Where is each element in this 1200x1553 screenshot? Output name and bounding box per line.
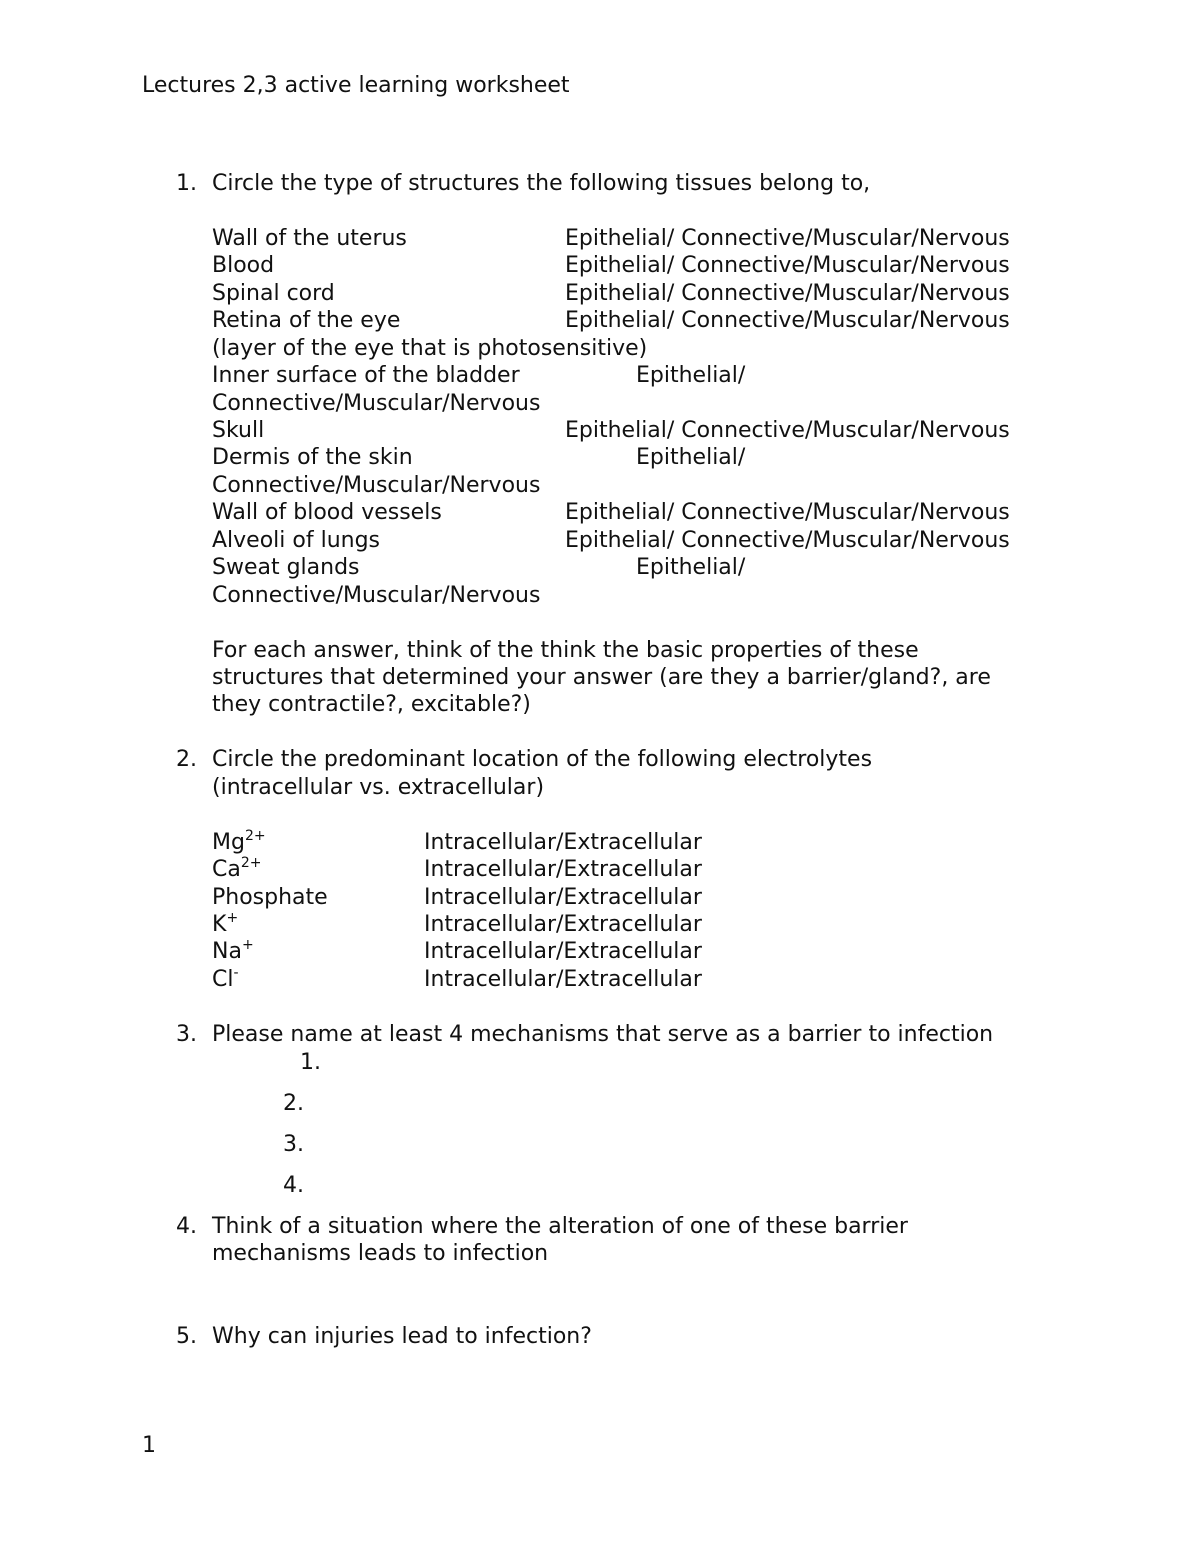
tissue-options: Epithelial/ Connective/Muscular/Nervous — [565, 281, 1010, 306]
electrolyte-options: Intracellular/Extracellular — [424, 857, 702, 882]
electrolyte-charge: + — [241, 937, 254, 953]
q4-number: 4. — [176, 1214, 197, 1239]
tissue-options-part1: Epithelial/ — [636, 555, 746, 580]
electrolyte-label — [212, 966, 239, 994]
tissue-options: Epithelial/ Connective/Muscular/Nervous — [565, 253, 1010, 278]
q3-answer-number: 1. — [300, 1050, 321, 1075]
q1-followup-line: they contractile?, excitable?) — [212, 692, 531, 717]
q5-number: 5. — [176, 1324, 197, 1349]
electrolyte-symbol: Mg — [212, 830, 245, 855]
tissue-options-part1: Epithelial/ — [636, 363, 746, 388]
electrolyte-symbol: Ca — [212, 857, 241, 882]
q4-prompt-line: Think of a situation where the alteration of one of these barrier — [212, 1214, 908, 1239]
electrolyte-options: Intracellular/Extracellular — [424, 912, 702, 937]
tissue-label: Wall of blood vessels — [212, 500, 442, 525]
retina-note: (layer of the eye that is photosensitive) — [212, 336, 648, 361]
electrolyte-symbol: K — [212, 912, 227, 937]
q3-answer-number: 2. — [283, 1091, 304, 1116]
electrolyte-options: Intracellular/Extracellular — [424, 830, 702, 855]
electrolyte-label — [212, 884, 328, 912]
tissue-label: Blood — [212, 253, 275, 278]
tissue-options-part2: Connective/Muscular/Nervous — [212, 473, 541, 498]
tissue-options: Epithelial/ Connective/Muscular/Nervous — [565, 418, 1010, 443]
q3-prompt: Please name at least 4 mechanisms that serve as a barrier to infection — [212, 1022, 994, 1047]
tissue-label: Spinal cord — [212, 281, 335, 306]
q1-number: 1. — [176, 171, 197, 196]
electrolyte-options: Intracellular/Extracellular — [424, 885, 702, 910]
electrolyte-options: Intracellular/Extracellular — [424, 939, 702, 964]
q3-answer-number: 3. — [283, 1132, 304, 1157]
page-number: 1 — [142, 1433, 156, 1458]
page-header: Lectures 2,3 active learning worksheet — [142, 73, 570, 98]
tissue-label: Alveoli of lungs — [212, 528, 381, 553]
electrolyte-label — [212, 938, 254, 966]
tissue-options: Epithelial/ Connective/Muscular/Nervous — [565, 226, 1010, 251]
electrolyte-charge: + — [226, 910, 239, 926]
tissue-label: Retina of the eye — [212, 308, 401, 333]
tissue-options: Epithelial/ Connective/Muscular/Nervous — [565, 308, 1010, 333]
q1-followup-line: structures that determined your answer (are they a barrier/gland?, are — [212, 665, 991, 690]
tissue-options-part1: Epithelial/ — [636, 445, 746, 470]
electrolyte-charge: 2+ — [240, 855, 262, 871]
tissue-label: Wall of the uterus — [212, 226, 407, 251]
tissue-options: Epithelial/ Connective/Muscular/Nervous — [565, 500, 1010, 525]
tissue-label: Sweat glands — [212, 555, 360, 580]
electrolyte-symbol: Na — [212, 939, 242, 964]
electrolyte-charge: - — [233, 965, 239, 981]
tissue-options-part2: Connective/Muscular/Nervous — [212, 583, 541, 608]
q2-prompt-line: Circle the predominant location of the following electrolytes — [212, 747, 873, 772]
tissue-label: Inner surface of the bladder — [212, 363, 520, 388]
electrolyte-label — [212, 911, 238, 939]
q1-followup-line: For each answer, think of the think the basic properties of these — [212, 638, 919, 663]
q1-prompt: Circle the type of structures the following tissues belong to, — [212, 171, 871, 196]
q5-prompt: Why can injuries lead to infection? — [212, 1324, 592, 1349]
electrolyte-options: Intracellular/Extracellular — [424, 967, 702, 992]
tissue-label: Skull — [212, 418, 265, 443]
tissue-options-part2: Connective/Muscular/Nervous — [212, 391, 541, 416]
q4-prompt-line: mechanisms leads to infection — [212, 1241, 549, 1266]
q3-number: 3. — [176, 1022, 197, 1047]
electrolyte-label — [212, 856, 261, 884]
q3-answer-number: 4. — [283, 1173, 304, 1198]
tissue-label: Dermis of the skin — [212, 445, 413, 470]
electrolyte-symbol: Phosphate — [212, 885, 328, 910]
electrolyte-symbol: Cl — [212, 967, 234, 992]
tissue-options: Epithelial/ Connective/Muscular/Nervous — [565, 528, 1010, 553]
electrolyte-label — [212, 829, 266, 857]
electrolyte-charge: 2+ — [244, 828, 266, 844]
q2-number: 2. — [176, 747, 197, 772]
q2-prompt-line: (intracellular vs. extracellular) — [212, 775, 545, 800]
